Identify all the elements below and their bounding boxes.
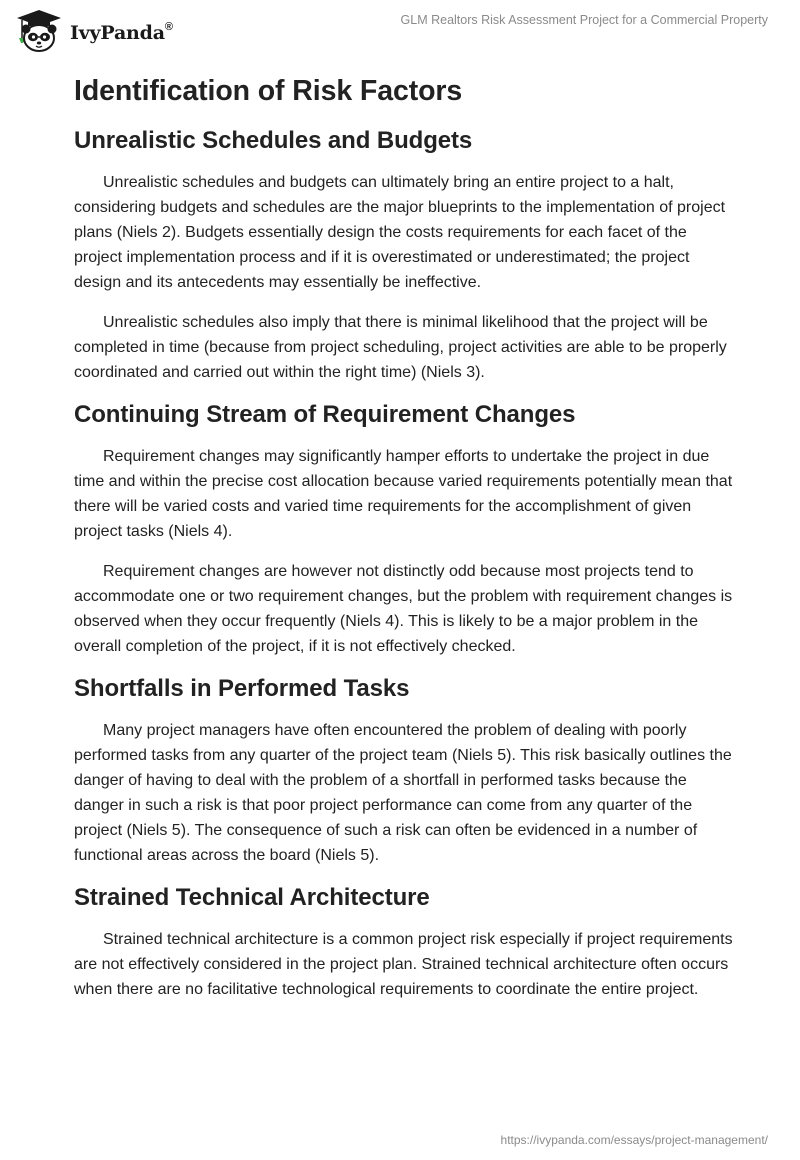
section-heading: Strained Technical Architecture bbox=[74, 884, 430, 911]
ivypanda-logo[interactable] bbox=[14, 8, 173, 54]
section-technical-architecture bbox=[74, 883, 734, 1002]
paragraph: Unrealistic schedules and budgets can ultimately bring an entire project to a halt, considering budgets and schedules are the major blueprints to the implementation of project plans (Niels 2). Budgets essentially design the costs requirements for each facet of the project implementation process and if it is overestimated or underestimated; the project design and its antecedents may essentially be ineffective. bbox=[74, 174, 726, 291]
section-heading: Unrealistic Schedules and Budgets bbox=[74, 127, 473, 154]
section-shortfalls bbox=[74, 674, 734, 868]
paragraph: Requirement changes are however not distinctly odd because most projects tend to accommodate one or two requirement changes, but the problem with requirement changes is observed when they occur frequently (Niels 4). This is likely to be a major problem in the overall completion of the project, if it is not effectively checked. bbox=[74, 563, 733, 655]
paragraph: Unrealistic schedules also imply that there is minimal likelihood that the project will be completed in time (because from project scheduling, project activities are able to be properly coordinated and carried out within the right time) (Niels 3). bbox=[74, 314, 727, 381]
section-unrealistic-schedules bbox=[74, 126, 734, 385]
source-url-link[interactable]: https://ivypanda.com/essays/project-management/ bbox=[500, 1133, 768, 1147]
paragraph: Requirement changes may significantly hamper efforts to undertake the project in due time and within the precise cost allocation because varied requirements potentially mean that there will be varied costs and varied time requirements for the accomplishment of given project tasks (Niels 4). bbox=[74, 448, 733, 540]
section-requirement-changes bbox=[74, 400, 734, 659]
panda-graduate-icon bbox=[14, 8, 64, 54]
paragraph: Many project managers have often encountered the problem of dealing with poorly performed tasks from any quarter of the project team (Niels 5). This risk basically outlines the danger of having to deal with the problem of a shortfall in performed tasks because the danger in such a risk is that poor project performance can come from any quarter of the project (Niels 5). The consequence of such a risk can often be evidenced in a number of functional areas across the board (Niels 5). bbox=[74, 722, 732, 864]
document-title: GLM Realtors Risk Assessment Project for a Commercial Property bbox=[400, 13, 768, 27]
section-heading: Shortfalls in Performed Tasks bbox=[74, 675, 410, 702]
essay-content bbox=[74, 74, 734, 1017]
logo-wordmark: IvyPanda® bbox=[70, 20, 173, 44]
page-title: Identification of Risk Factors bbox=[74, 75, 463, 107]
section-heading: Continuing Stream of Requirement Changes bbox=[74, 401, 576, 428]
page-header bbox=[0, 0, 800, 60]
paragraph: Strained technical architecture is a common project risk especially if project requirements are not effectively considered in the project plan. Strained technical architecture often occurs when there are no facilitative technological requirements to coordinate the entire project. bbox=[74, 931, 733, 998]
